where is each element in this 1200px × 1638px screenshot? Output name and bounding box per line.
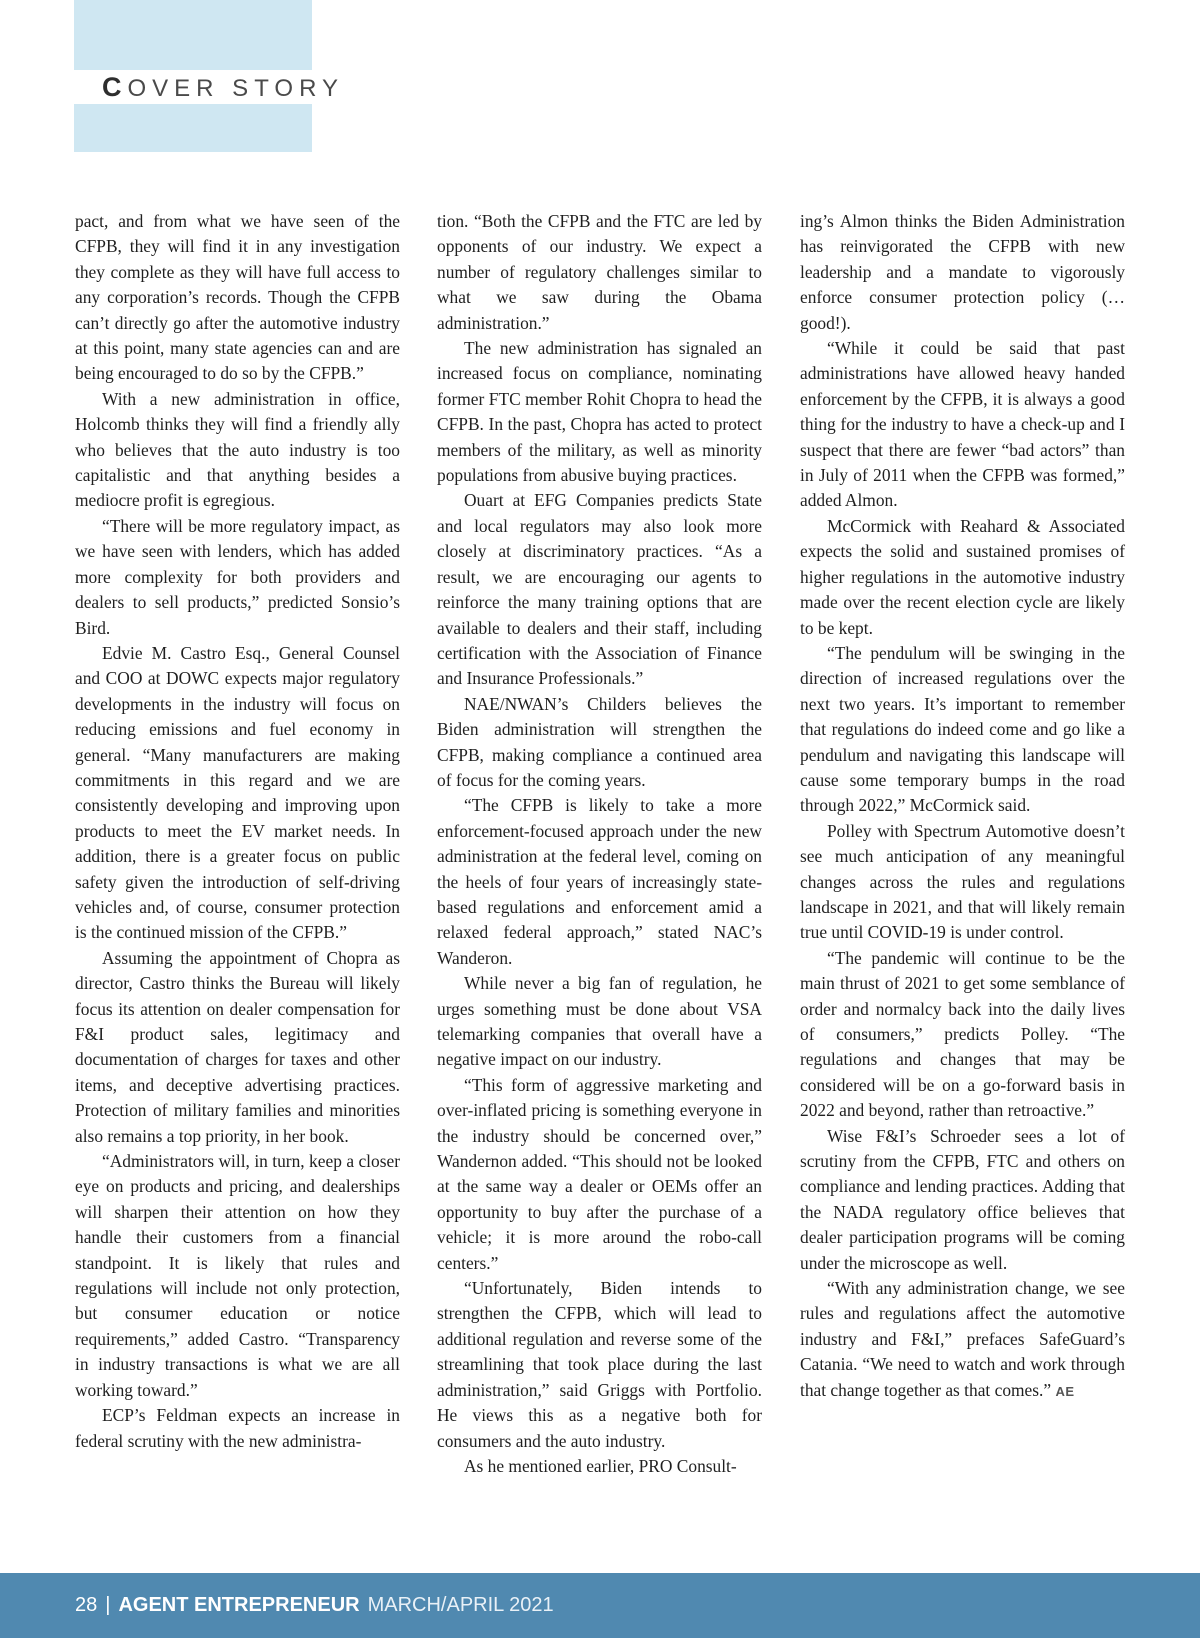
paragraph: “The CFPB is likely to take a more enforcement-focused approach under the new administration at the federal level, coming on the heels of four years of increasingly state-based regulations and enforcement amid a relaxed federal approach,” stated NAC’s Wanderon.	[437, 795, 762, 968]
end-of-article-mark: AE	[1055, 1383, 1075, 1399]
header-band-bottom	[74, 104, 312, 152]
article-column-1	[75, 209, 400, 1454]
paragraph: “This form of aggressive marketing and over-inflated pricing is something everyone in the industry should be concerned over,” Wandernon added. “This should not be looked at the same way a dealer or OEMs offer an opportunity to buy after the purchase of a vehicle; it is more around the robo-call centers.”	[437, 1074, 762, 1273]
paragraph: Wise F&I’s Schroeder sees a lot of scrutiny from the CFPB, FTC and others on compliance and lending practices. Adding that the NADA regulatory office believes that dealer participation programs will be coming under the microscope as well.	[800, 1125, 1125, 1273]
section-label	[102, 72, 344, 102]
paragraph: “Administrators will, in turn, keep a closer eye on products and pricing, and dealerships will sharpen their attention on how they handle their customers from a financial standpoint. It is likely that rules and regulations will include not only protection, but consumer education or notice requirements,” added Castro. “Transparency in industry transactions is what we are all working toward.”	[75, 1151, 400, 1400]
paragraph: NAE/NWAN’s Childers believes the Biden administration will strengthen the CFPB, making compliance a continued area of focus for the coming years.	[437, 693, 762, 790]
paragraph: ing’s Almon thinks the Biden Administration has reinvigorated the CFPB with new leadership and a mandate to vigorously enforce consumer protection policy (… good!).	[800, 211, 1125, 333]
article-column-2	[437, 209, 762, 1479]
paragraph: Edvie M. Castro Esq., General Counsel and COO at DOWC expects major regulatory developments in the industry will focus on reducing emissions and fuel economy in general. “Many manufacturers are making commitments in this regard and we are consistently developing and improving upon products to meet the EV market needs. In addition, there is a greater focus on public safety given the introduction of self-driving vehicles and, of course, consumer protection is the continued mission of the CFPB.”	[75, 642, 400, 943]
section-label-initial: C	[102, 72, 128, 102]
paragraph: ECP’s Feldman expects an increase in federal scrutiny with the new administra-	[75, 1405, 400, 1451]
paragraph: While never a big fan of regulation, he urges something must be done about VSA telemarking companies that overall have a negative impact on our industry.	[437, 973, 762, 1070]
paragraph: “There will be more regulatory impact, as we have seen with lenders, which has added more complexity for both providers and dealers to sell products,” predicted Sonsio’s Bird.	[75, 515, 400, 638]
paragraph: pact, and from what we have seen of the CFPB, they will find it in any investigation they complete as they will have full access to any corporation’s records. Though the CFPB can’t directly go after the automotive industry at this point, many state agencies can and are being encouraged to do so by the CFPB.”	[75, 211, 400, 384]
paragraph: “While it could be said that past administrations have allowed heavy handed enforcement by the CFPB, it is always a good thing for the industry to have a check-up and I suspect that there are fewer “bad actors” than in July of 2011 when the CFPB was formed,” added Almon.	[800, 338, 1125, 511]
footer-folio	[75, 1573, 554, 1638]
footer-separator: |	[105, 1594, 111, 1616]
paragraph: tion. “Both the CFPB and the FTC are led by opponents of our industry. We expect a number of regulatory challenges similar to what we saw during the Obama administration.”	[437, 211, 762, 333]
final-paragraph	[800, 1276, 1125, 1404]
paragraph-text: “With any administration change, we see rules and regulations affect the automotive industry and F&I,” prefaces SafeGuard’s Catania. “We need to watch and work through that change together as that comes.”	[800, 1278, 1125, 1400]
paragraph: Polley with Spectrum Automotive doesn’t see much anticipation of any meaningful changes across the rules and regulations landscape in 2021, and that will likely remain true until COVID-19 is under control.	[800, 820, 1125, 943]
section-label-rest: OVER STORY	[127, 75, 344, 102]
article-column-3	[800, 209, 1125, 1404]
paragraph: “The pandemic will continue to be the main thrust of 2021 to get some semblance of order and normalcy back into the daily lives of consumers,” predicts Polley. “The regulations and changes that may be considered will be on a go-forward basis in 2022 and beyond, rather than retroactive.”	[800, 947, 1125, 1121]
paragraph: As he mentioned earlier, PRO Consult-	[464, 1455, 737, 1476]
paragraph: Ouart at EFG Companies predicts State and local regulators may also look more closely at discriminatory practices. “As a result, we are encouraging our agents to reinforce the many training options that are available to dealers and their staff, including certification with the Association of Finance and Insurance Professionals.”	[437, 490, 762, 689]
paragraph: “Unfortunately, Biden intends to strengthen the CFPB, which will lead to additional regulation and reverse some of the streamlining that took place during the last administration,” said Griggs with Portfolio. He views this as a negative both for consumers and the auto industry.	[437, 1278, 762, 1451]
section-header	[74, 0, 344, 152]
paragraph: Assuming the appointment of Chopra as director, Castro thinks the Bureau will likely focus its attention on dealer compensation for F&I product sales, legitimacy and documentation of charges for taxes and other items, and deceptive advertising practices. Protection of military families and minorities also remains a top priority, in her book.	[75, 947, 400, 1146]
paragraph: With a new administration in office, Holcomb thinks they will find a friendly ally who believes that the auto industry is too capitalistic and that anything besides a mediocre profit is egregious.	[75, 388, 400, 511]
magazine-name: AGENT ENTREPRENEUR	[118, 1594, 360, 1616]
page-number: 28	[75, 1594, 98, 1616]
page-footer	[0, 1573, 1200, 1638]
paragraph: The new administration has signaled an increased focus on compliance, nominating former FTC member Rohit Chopra to head the CFPB. In the past, Chopra has acted to protect members of the military, as well as minority populations from abusive buying practices.	[437, 338, 762, 486]
paragraph: McCormick with Reahard & Associated expects the solid and sustained promises of higher regulations in the automotive industry made over the recent election cycle are likely to be kept.	[800, 515, 1125, 638]
issue-date: MARCH/APRIL 2021	[367, 1594, 554, 1616]
paragraph: “The pendulum will be swinging in the direction of increased regulations over the next two years. It’s important to remember that regulations do indeed come and go like a pendulum and navigating this landscape will cause some temporary bumps in the road through 2022,” McCormick said.	[800, 642, 1125, 816]
header-band-top	[74, 0, 312, 70]
